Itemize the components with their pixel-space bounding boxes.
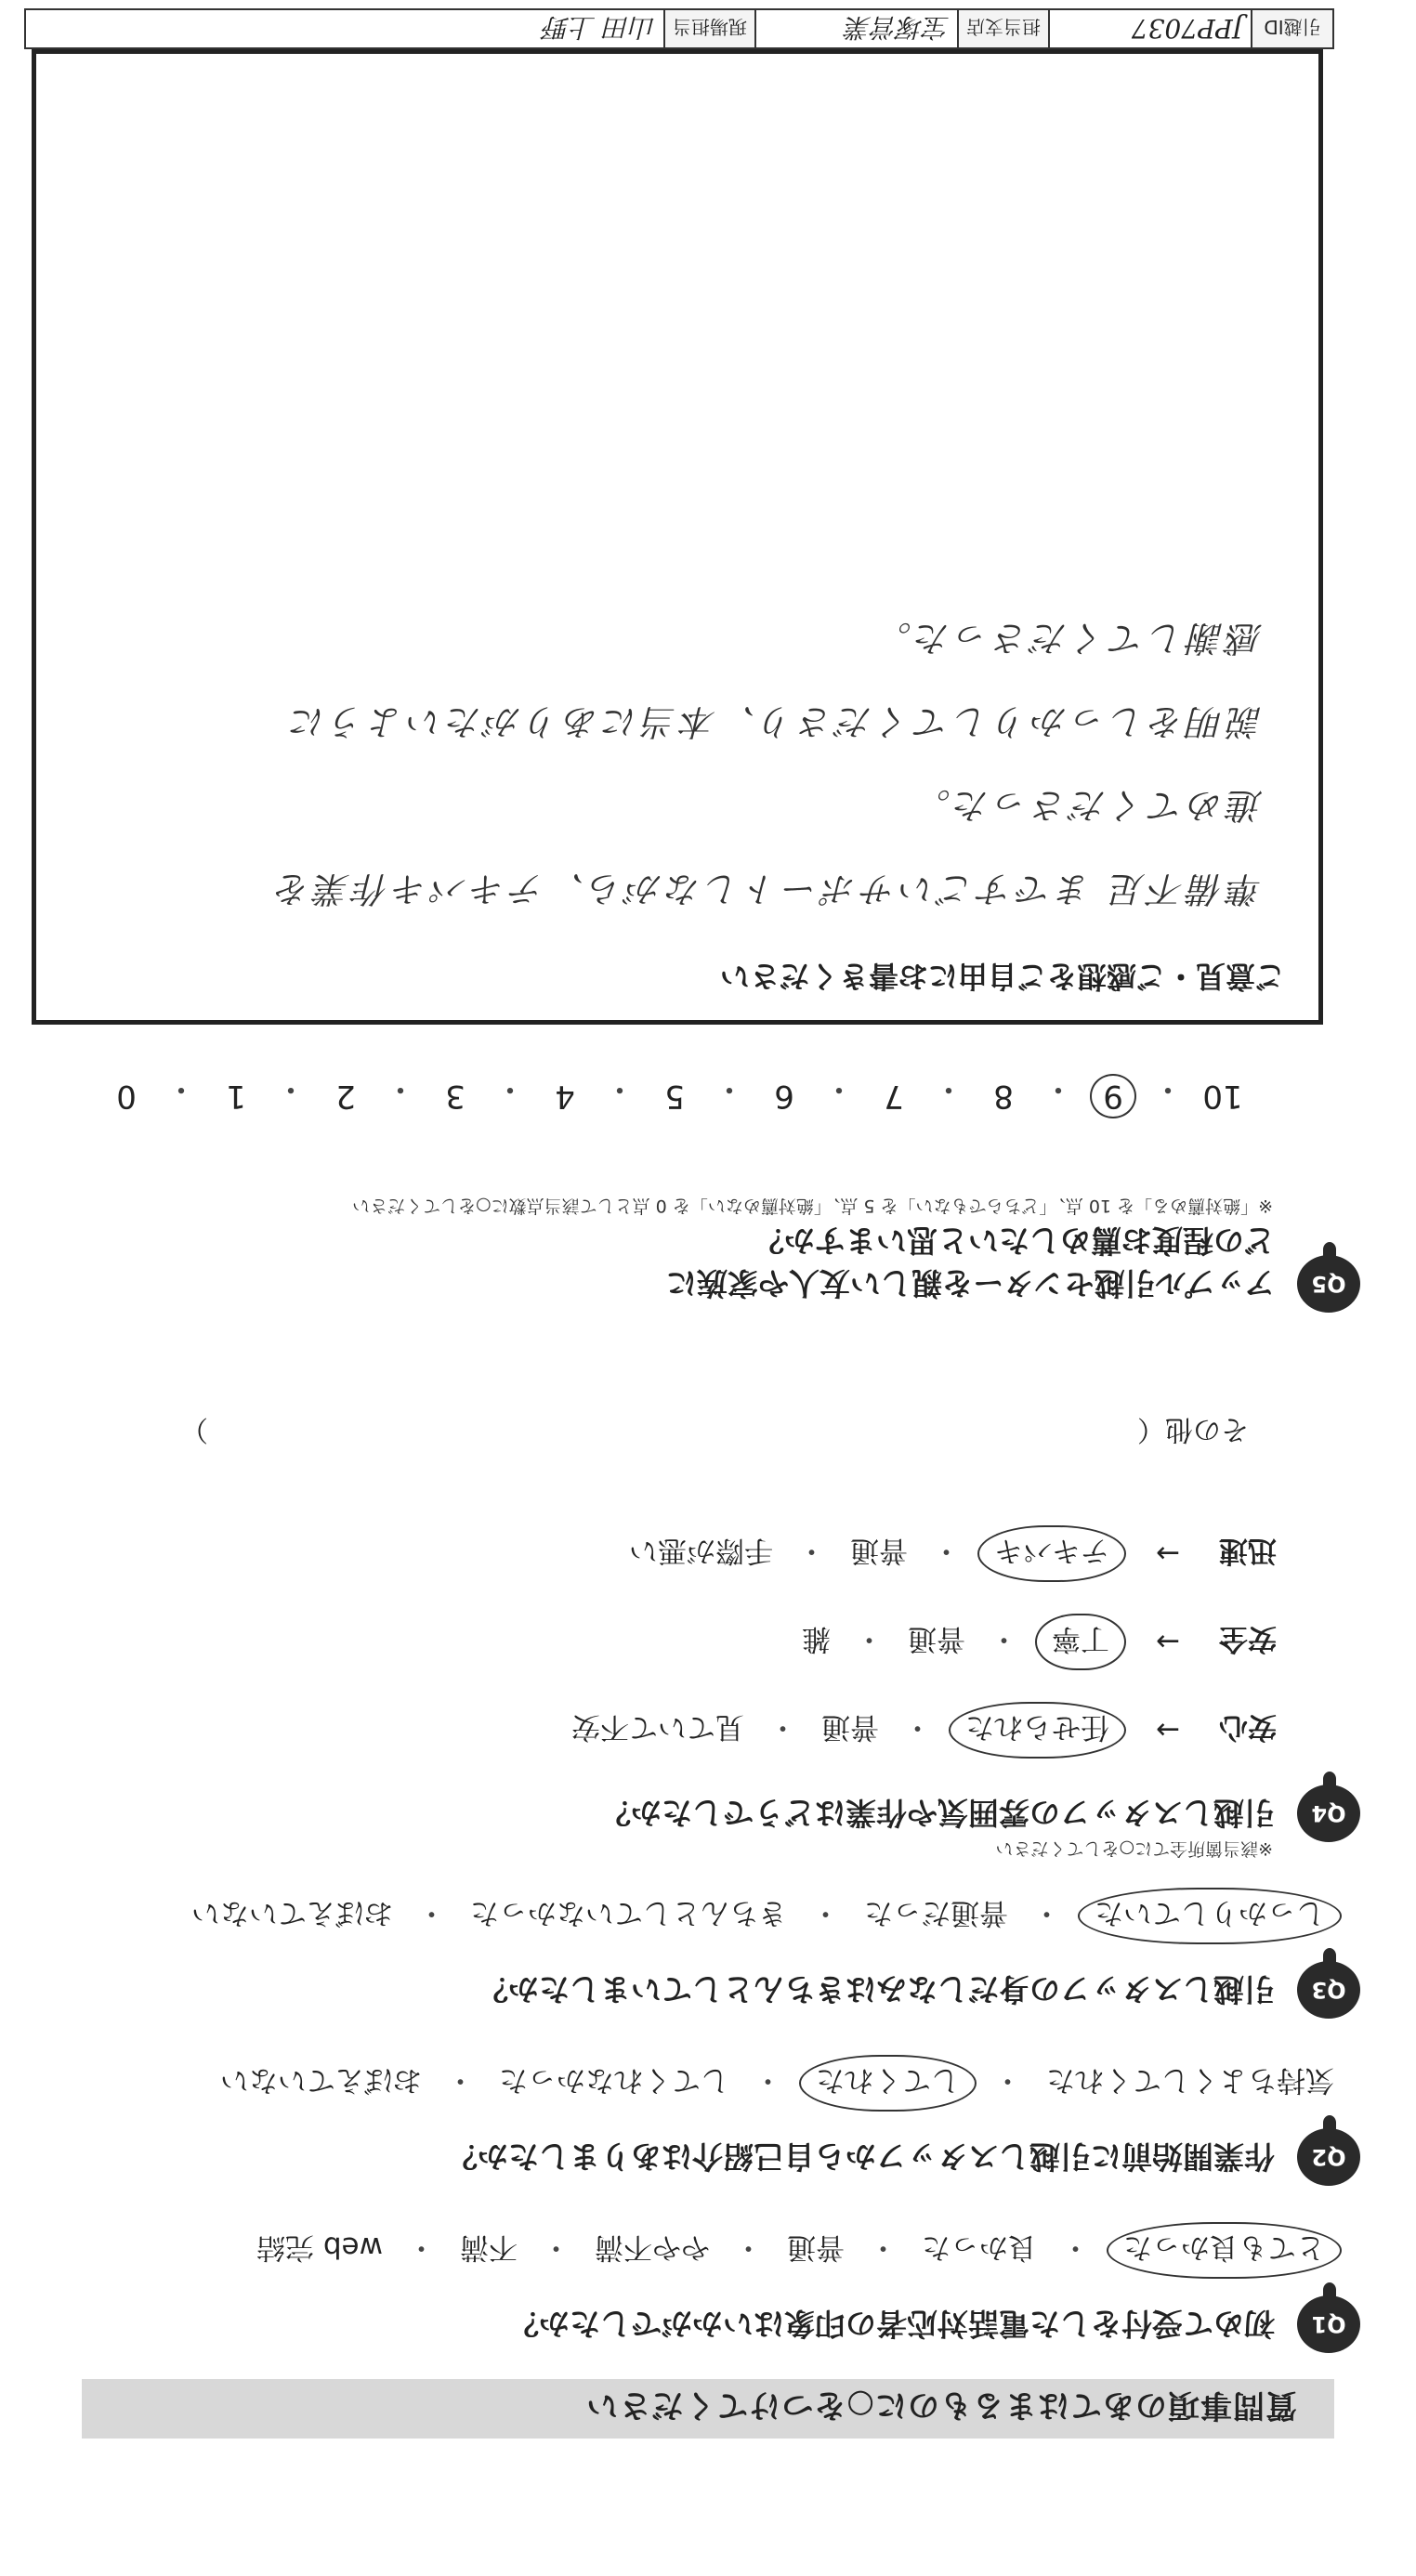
q4-safety-option-careful[interactable]: 丁寧 bbox=[1035, 1614, 1126, 1670]
q4-row-label: 安全 bbox=[1219, 1622, 1277, 1655]
q4-row-peace bbox=[564, 1702, 1277, 1759]
q3-options bbox=[184, 1888, 1342, 1944]
q1-badge-icon: Q1 bbox=[1297, 2295, 1360, 2353]
separator-dot: ・ bbox=[275, 1070, 307, 1107]
branch-label: 担当支店 bbox=[958, 9, 1049, 48]
q4-other-field[interactable] bbox=[180, 1412, 1249, 1453]
q2-badge-icon: Q2 bbox=[1297, 2128, 1360, 2186]
id-table bbox=[24, 8, 1334, 49]
q5-note: ※「絶対薦める」を 10 点、「どちらでもない」を 5 点、「絶対薦めない」を 0 点として該当点数に○をしてください bbox=[352, 1196, 1273, 1216]
q3-question-text: 引越しスタッフの身だしなみはきちんとしていましたか？ bbox=[478, 1971, 1275, 2007]
q2-option-yes[interactable]: してくれた bbox=[799, 2055, 977, 2112]
q4-speed-option-clumsy[interactable]: 手際が悪い bbox=[629, 1534, 773, 1567]
comment-title: ご意見・ご感想をご自由にお書きください bbox=[719, 959, 1285, 994]
q4-speed-option-normal[interactable]: 普通 bbox=[850, 1534, 908, 1567]
separator-dot: ・ bbox=[385, 1070, 416, 1107]
separator-dot: ・ bbox=[734, 2230, 763, 2264]
separator-dot: ・ bbox=[1061, 2230, 1090, 2264]
score-10[interactable]: 10 bbox=[1202, 1078, 1243, 1115]
q4-row-label: 迅速 bbox=[1219, 1534, 1277, 1567]
separator-dot: ・ bbox=[604, 1070, 636, 1107]
score-8[interactable]: 8 bbox=[993, 1078, 1014, 1115]
move-id-value: JPP7037 bbox=[1049, 9, 1252, 48]
leader-value: 山田 上野 bbox=[25, 9, 664, 48]
q2-option-dont-remember[interactable]: おぼえていない bbox=[220, 2063, 422, 2097]
q1-option-slightly-unsatisfied[interactable]: やや不満 bbox=[595, 2230, 710, 2264]
q4-question-text: 引越しスタッフの雰囲気や作業はどうでしたか？ bbox=[600, 1795, 1275, 1831]
arrow-right-icon: → bbox=[1156, 1536, 1180, 1571]
separator-dot: ・ bbox=[417, 1896, 446, 1929]
comment-line-1: 準備不足 まですごいサポートしながら、テキパキ作業を bbox=[271, 869, 1263, 909]
q5-question-line1: アップル引越センターを親しい友人や家族に bbox=[665, 1265, 1275, 1301]
separator-dot: ・ bbox=[446, 2063, 475, 2097]
q1-question-text: 初めて受付をした電話対応者の印象はいかがでしたか？ bbox=[508, 2306, 1275, 2342]
q2-option-no[interactable]: してくれなかった bbox=[499, 2063, 729, 2097]
separator-dot: ・ bbox=[542, 2230, 570, 2264]
separator-dot: ・ bbox=[797, 1534, 826, 1567]
score-2[interactable]: 2 bbox=[335, 1078, 356, 1115]
comment-line-2: 進めてくださった。 bbox=[911, 785, 1263, 826]
separator-dot: ・ bbox=[855, 1622, 884, 1655]
q4-safety-option-rough[interactable]: 雑 bbox=[802, 1622, 831, 1655]
q4-badge-icon: Q4 bbox=[1297, 1785, 1360, 1842]
separator-dot: ・ bbox=[768, 1710, 797, 1744]
q4-row-label: 安心 bbox=[1219, 1710, 1277, 1744]
q5-question-line2: どの程度お薦めしたいと思いますか？ bbox=[754, 1223, 1275, 1259]
q2-question-text: 作業開始前に引越しスタッフから自己紹介はありましたか？ bbox=[447, 2138, 1275, 2175]
q4-other-close: ） bbox=[180, 1413, 208, 1445]
q4-peace-option-worried[interactable]: 見ていて不安 bbox=[571, 1710, 744, 1744]
branch-value: 宝塚営業 bbox=[755, 9, 958, 48]
score-7[interactable]: 7 bbox=[884, 1078, 904, 1115]
separator-dot: ・ bbox=[494, 1070, 526, 1107]
q1-option-normal[interactable]: 普通 bbox=[787, 2230, 845, 2264]
arrow-right-icon: → bbox=[1156, 1713, 1180, 1747]
q2-options bbox=[213, 2055, 1342, 2112]
leader-label: 現場担当 bbox=[664, 9, 755, 48]
move-id-label: 引越ID bbox=[1252, 9, 1333, 48]
q3-option-neat[interactable]: しっかりしていた bbox=[1078, 1888, 1342, 1944]
comment-line-4: 感謝してくださった。 bbox=[872, 618, 1263, 659]
q3-option-dont-remember[interactable]: おぼえていない bbox=[191, 1896, 393, 1929]
separator-dot: ・ bbox=[407, 2230, 436, 2264]
q4-row-speed bbox=[622, 1525, 1277, 1582]
q1-options bbox=[249, 2222, 1342, 2279]
score-6[interactable]: 6 bbox=[774, 1078, 794, 1115]
separator-dot: ・ bbox=[823, 1070, 855, 1107]
move-id-bar bbox=[24, 8, 1334, 49]
q3-badge-icon: Q3 bbox=[1297, 1961, 1360, 2019]
q4-note: ※該当箇所全てに○をしてください bbox=[995, 1838, 1273, 1859]
separator-dot: ・ bbox=[165, 1070, 197, 1107]
separator-dot: ・ bbox=[932, 1534, 961, 1567]
separator-dot: ・ bbox=[714, 1070, 745, 1107]
comment-line-3: 説明をしっかりしてくださり、本当にありがたいように bbox=[286, 701, 1263, 742]
q4-speed-option-efficient[interactable]: テキパキ bbox=[977, 1525, 1126, 1582]
q2-option-gladly[interactable]: 気持ちよくしてくれた bbox=[1046, 2063, 1334, 2097]
q1-option-web[interactable]: web 完結 bbox=[256, 2230, 383, 2264]
separator-dot: ・ bbox=[1032, 1896, 1061, 1929]
q5-score-scale bbox=[100, 1069, 1249, 1115]
separator-dot: ・ bbox=[811, 1896, 840, 1929]
q5-badge-icon: Q5 bbox=[1297, 1255, 1360, 1313]
q4-row-safety bbox=[794, 1614, 1277, 1670]
arrow-right-icon: → bbox=[1156, 1625, 1180, 1659]
q3-option-normal[interactable]: 普通だった bbox=[864, 1896, 1008, 1929]
q1-option-good[interactable]: 良かった bbox=[922, 2230, 1037, 2264]
score-0[interactable]: 0 bbox=[116, 1078, 137, 1115]
separator-dot: ・ bbox=[903, 1710, 932, 1744]
separator-dot: ・ bbox=[754, 2063, 782, 2097]
separator-dot: ・ bbox=[993, 2063, 1022, 2097]
separator-dot: ・ bbox=[933, 1070, 964, 1107]
q4-peace-option-normal[interactable]: 普通 bbox=[821, 1710, 879, 1744]
score-9[interactable]: 9 bbox=[1087, 1069, 1139, 1115]
separator-dot: ・ bbox=[990, 1622, 1018, 1655]
q1-option-unsatisfied[interactable]: 不満 bbox=[460, 2230, 518, 2264]
q1-option-very-good[interactable]: とても良かった bbox=[1107, 2222, 1342, 2279]
comment-box[interactable] bbox=[32, 49, 1323, 1025]
score-4[interactable]: 4 bbox=[555, 1078, 575, 1115]
separator-dot: ・ bbox=[1042, 1070, 1074, 1107]
score-5[interactable]: 5 bbox=[664, 1078, 685, 1115]
instruction-banner: 質問事項のあてはまるものに○をつけてください bbox=[82, 2379, 1334, 2439]
q3-option-not-neat[interactable]: きちんとしていなかった bbox=[470, 1896, 787, 1929]
q4-safety-option-normal[interactable]: 普通 bbox=[908, 1622, 965, 1655]
q4-peace-option-trusted[interactable]: 任せられた bbox=[949, 1702, 1126, 1759]
separator-dot: ・ bbox=[869, 2230, 898, 2264]
score-3[interactable]: 3 bbox=[445, 1078, 465, 1115]
separator-dot: ・ bbox=[1152, 1070, 1184, 1107]
score-1[interactable]: 1 bbox=[226, 1078, 246, 1115]
q4-other-label: その他（ bbox=[1137, 1413, 1249, 1445]
